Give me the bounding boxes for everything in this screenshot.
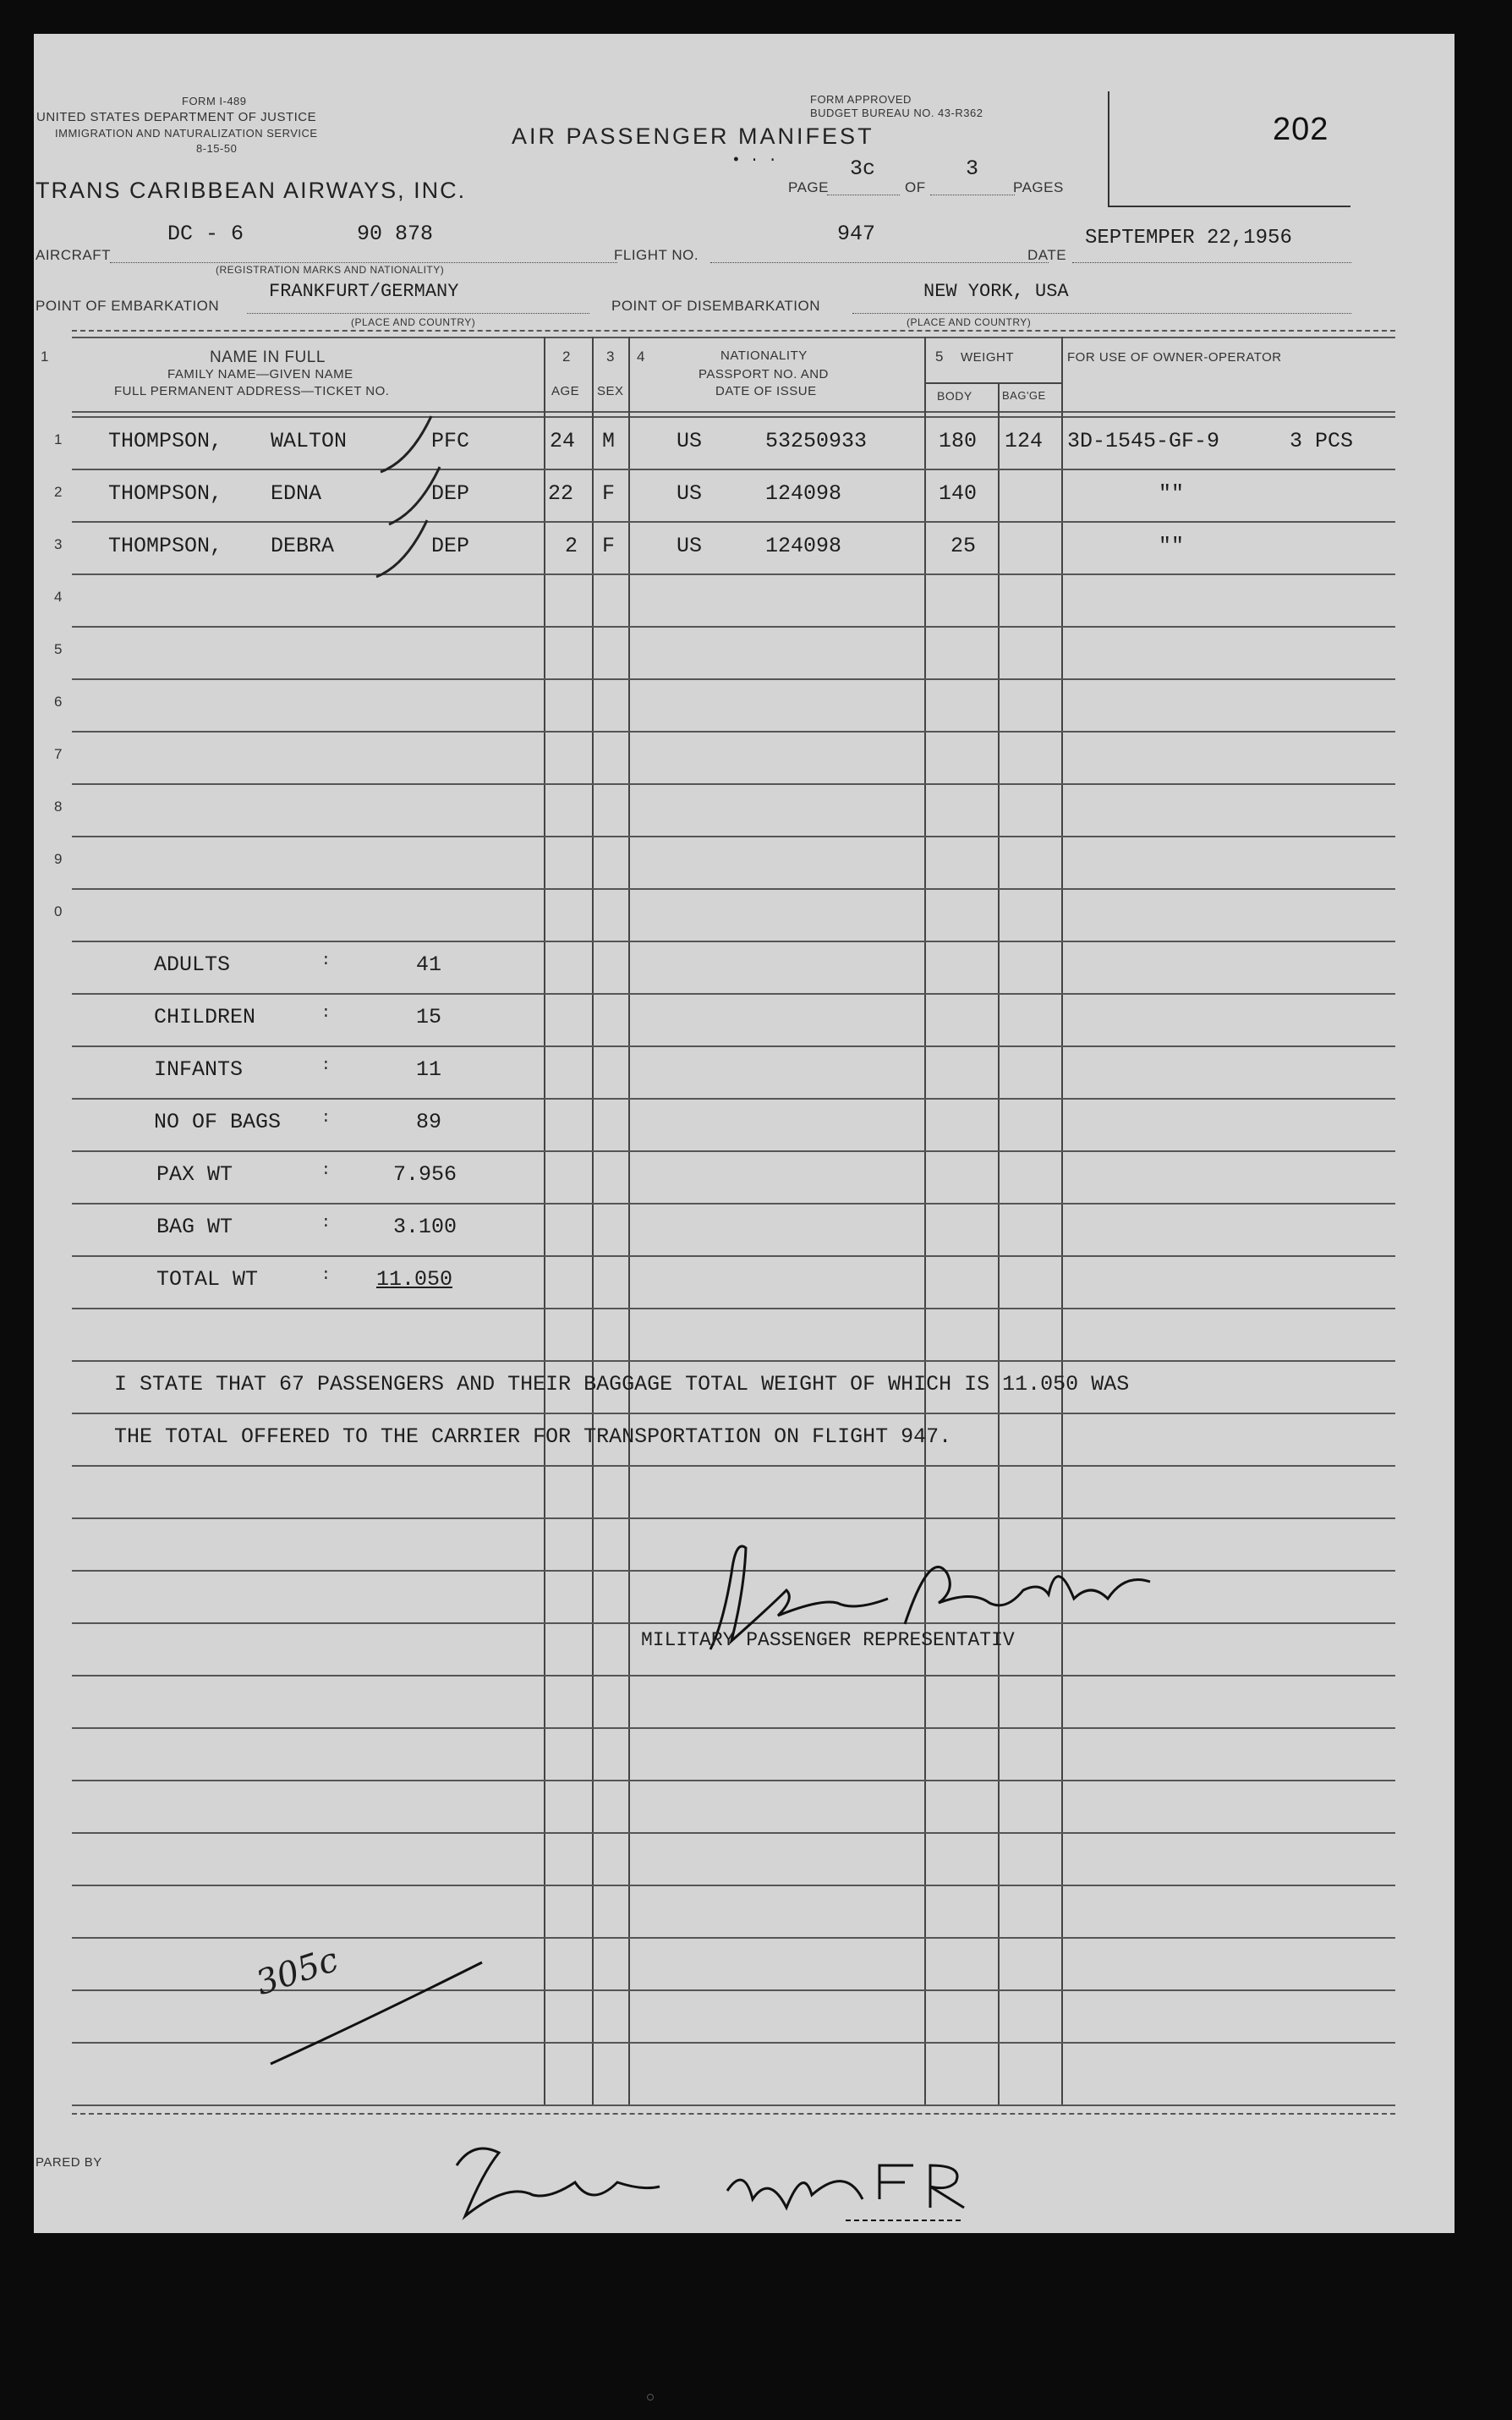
summary-label: INFANTS — [154, 1057, 244, 1082]
disembarkation-label: POINT OF DISEMBARKATION — [611, 298, 821, 314]
owner-operator-code: "" — [1159, 534, 1185, 558]
col1-title: NAME IN FULL — [210, 348, 326, 366]
col3-label: SEX — [597, 384, 624, 398]
summary-value: 11 — [416, 1057, 442, 1082]
passport-number: 124098 — [765, 534, 842, 558]
pages-label: PAGES — [1013, 179, 1064, 195]
family-name: THOMPSON, — [108, 481, 223, 506]
manifest-sheet — [34, 34, 1454, 2233]
aircraft-type: DC - 6 — [167, 222, 244, 246]
handwritten-note: 305c — [251, 1940, 343, 2004]
form-date: 8-15-50 — [196, 142, 238, 155]
prepared-by-label: PARED BY — [36, 2155, 102, 2170]
summary-separator: : — [321, 1267, 331, 1284]
signature-caption: MILITARY PASSENGER REPRESENTATIV — [641, 1629, 1015, 1651]
summary-separator: : — [321, 1057, 331, 1074]
page-bottom-mark — [647, 2394, 654, 2401]
col1-subtitle-2: FULL PERMANENT ADDRESS—TICKET NO. — [114, 384, 390, 398]
summary-label: PAX WT — [156, 1162, 233, 1187]
col5-number: 5 — [935, 348, 944, 365]
statement-line-2: THE TOTAL OFFERED TO THE CARRIER FOR TRANSPORTATION ON FLIGHT 947. — [114, 1424, 952, 1449]
given-name: EDNA — [271, 481, 322, 506]
of-value: 3 — [966, 156, 979, 181]
row-number: 3 — [54, 536, 63, 552]
form-number: FORM I-489 — [182, 95, 247, 107]
family-name: THOMPSON, — [108, 534, 223, 558]
owner-operator-code: 3D-1545-GF-9 — [1067, 429, 1220, 453]
baggage-weight: 124 — [1005, 429, 1044, 453]
row-number: 9 — [54, 851, 63, 867]
row-number: 4 — [54, 589, 63, 605]
given-name: WALTON — [271, 429, 348, 453]
summary-value: 89 — [416, 1110, 442, 1134]
summary-separator: : — [321, 1005, 331, 1022]
summary-value: 11.050 — [376, 1267, 453, 1292]
col2-number: 2 — [562, 348, 571, 365]
body-weight: 180 — [939, 429, 978, 453]
passport-number: 124098 — [765, 481, 842, 506]
summary-label: BAG WT — [156, 1215, 233, 1239]
col4-line-1: NATIONALITY — [720, 348, 808, 363]
col5-label: WEIGHT — [961, 350, 1014, 365]
body-weight: 140 — [939, 481, 978, 506]
department-line: UNITED STATES DEPARTMENT OF JUSTICE — [36, 110, 317, 124]
bottom-rule — [72, 2104, 1395, 2106]
passenger-age: 22 — [548, 481, 574, 506]
passenger-sex: F — [602, 481, 616, 506]
title-dots: • · · — [731, 152, 778, 169]
passenger-age: 24 — [550, 429, 576, 453]
col4-number: 4 — [637, 348, 645, 365]
col1-subtitle-1: FAMILY NAME—GIVEN NAME — [167, 367, 353, 381]
page-label: PAGE — [788, 179, 829, 195]
service-line: IMMIGRATION AND NATURALIZATION SERVICE — [55, 127, 318, 140]
nationality: US — [677, 429, 703, 453]
row-number: 5 — [54, 641, 63, 657]
pieces: 3 PCS — [1290, 429, 1354, 453]
flight-date: SEPTEMPER 22,1956 — [1085, 227, 1292, 250]
summary-label: ADULTS — [154, 952, 231, 977]
nationality: US — [677, 534, 703, 558]
passenger-status: DEP — [431, 534, 470, 558]
statement-line-1: I STATE THAT 67 PASSENGERS AND THEIR BAGGAGE TOTAL WEIGHT OF WHICH IS 11.050 WAS — [114, 1372, 1130, 1397]
disembarkation-value: NEW YORK, USA — [923, 281, 1069, 302]
col4-line-3: DATE OF ISSUE — [715, 384, 817, 398]
passenger-status: DEP — [431, 481, 470, 506]
note-underline — [262, 1937, 516, 2072]
row-number: 0 — [54, 903, 63, 919]
of-label: OF — [905, 179, 926, 195]
summary-value: 41 — [416, 952, 442, 977]
passport-number: 53250933 — [765, 429, 868, 453]
passenger-age: 2 — [565, 534, 578, 558]
registration-caption: (REGISTRATION MARKS AND NATIONALITY) — [216, 264, 445, 276]
summary-value: 3.100 — [393, 1215, 457, 1239]
embarkation-label: POINT OF EMBARKATION — [36, 298, 220, 314]
summary-label: TOTAL WT — [156, 1267, 259, 1292]
row-number: 1 — [54, 431, 63, 447]
summary-separator: : — [321, 952, 331, 969]
col2-label: AGE — [551, 384, 580, 398]
family-name: THOMPSON, — [108, 429, 223, 453]
disembarkation-caption: (PLACE AND COUNTRY) — [907, 316, 1032, 328]
approval-line-2: BUDGET BUREAU NO. 43-R362 — [810, 107, 983, 119]
col5-bag: BAG'GE — [1002, 389, 1046, 402]
given-name: DEBRA — [271, 534, 335, 558]
embarkation-caption: (PLACE AND COUNTRY) — [351, 316, 476, 328]
col1-number: 1 — [41, 348, 49, 365]
manifest-title: AIR PASSENGER MANIFEST — [512, 123, 874, 149]
summary-separator: : — [321, 1215, 331, 1232]
row-number: 6 — [54, 694, 63, 710]
row-number: 7 — [54, 746, 63, 762]
col3-number: 3 — [606, 348, 615, 365]
summary-separator: : — [321, 1162, 331, 1179]
nationality: US — [677, 481, 703, 506]
summary-value: 15 — [416, 1005, 442, 1029]
col4-line-2: PASSPORT NO. AND — [698, 367, 829, 381]
aircraft-label: AIRCRAFT — [36, 247, 111, 263]
body-weight: 25 — [950, 534, 977, 558]
embarkation-value: FRANKFURT/GERMANY — [269, 281, 459, 302]
col5-body: BODY — [937, 389, 972, 403]
summary-label: NO OF BAGS — [154, 1110, 282, 1134]
summary-value: 7.956 — [393, 1162, 457, 1187]
owner-operator-code: "" — [1159, 481, 1185, 506]
passenger-sex: F — [602, 534, 616, 558]
summary-label: CHILDREN — [154, 1005, 256, 1029]
col6-label: FOR USE OF OWNER-OPERATOR — [1067, 350, 1282, 365]
row-number: 2 — [54, 484, 63, 500]
row-number: 8 — [54, 798, 63, 815]
flight-label: FLIGHT NO. — [614, 247, 699, 263]
passenger-sex: M — [602, 429, 616, 453]
flight-number: 947 — [837, 222, 876, 246]
aircraft-registration: 90 878 — [357, 222, 434, 246]
date-label: DATE — [1027, 247, 1067, 263]
approval-line-1: FORM APPROVED — [810, 93, 912, 106]
prepared-by-signature — [406, 2115, 1015, 2233]
page-value: 3c — [850, 156, 876, 181]
summary-separator: : — [321, 1110, 331, 1127]
passenger-status: PFC — [431, 429, 470, 453]
corner-number: 202 — [1273, 112, 1329, 147]
airline-name: TRANS CARIBBEAN AIRWAYS, INC. — [36, 178, 467, 203]
